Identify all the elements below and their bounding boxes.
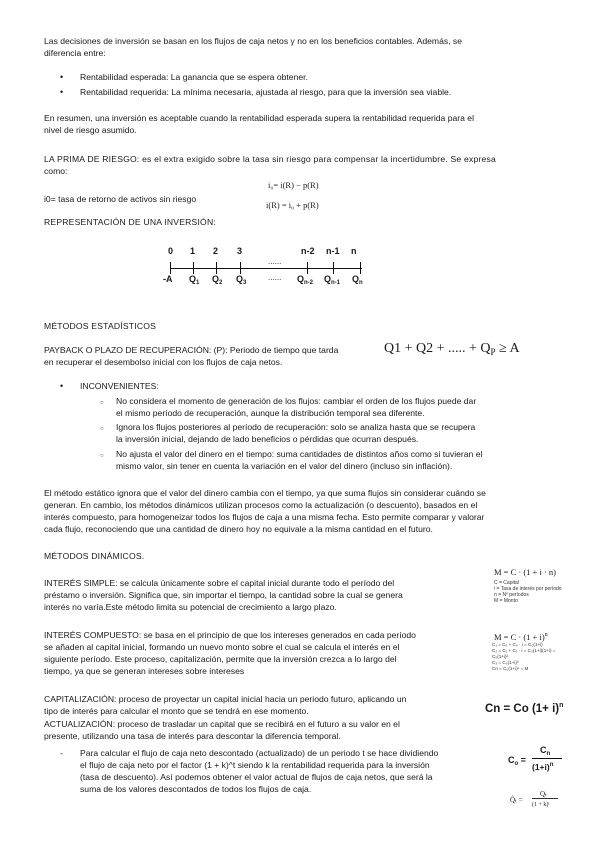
actualizacion-line-2: presente, utilizando una tasa de interés para descontar la diferencia temporal. — [44, 731, 341, 741]
capitalizacion-line-2: tipo de interés para calcular el monto que se tendrá en ese momento. — [44, 706, 309, 716]
timeline-top-label: 2 — [213, 246, 219, 256]
timeline-bottom-label: $Q_2$ — [212, 274, 223, 286]
actualizacion-dash-line-4: suma de los valores descontados de todos los flujos de caja. — [80, 784, 312, 794]
actualizacion-formula-lhs: $C_o$ = — [508, 755, 526, 767]
timeline-dots-bottom: ...... — [268, 273, 282, 282]
summary-line-1: En resumen, una inversión es aceptable cuando la rentabilidad esperada supera la rentabilidad requerida para el — [44, 113, 474, 123]
interes-simple-line-1: INTERÉS SIMPLE: se calcula únicamente sobre el capital inicial durante todo el período del — [44, 578, 395, 588]
timeline-bottom-label: $Q_1$ — [189, 274, 200, 286]
fraction-bar — [532, 798, 558, 799]
timeline-tick — [307, 262, 308, 274]
interes-simple-legend: C = Capital i = Tasa de interés por período n = Nº períodos M = Monto — [494, 580, 562, 604]
actualizacion-formula-numerator: $C_n$ — [540, 745, 551, 757]
timeline-top-label: 0 — [168, 246, 174, 256]
actualizacion-formula — [508, 744, 570, 780]
estatico-line-4: cada flujo, reconociendo que una cantidad de dinero hoy no equivale a la misma cantidad en el futuro. — [44, 524, 433, 534]
interes-compuesto-line-2: se añaden al capital inicial, formando un nuevo monto sobre el cual se calcula el interés en el — [44, 642, 400, 652]
prima-formula-2: i(R) = i₀ + p(R) — [266, 200, 319, 210]
payback-line-1: PAYBACK O PLAZO DE RECUPERACIÓN: (P): Periodo de tiempo que tarda — [44, 345, 339, 355]
dash-bullet-icon: - — [60, 748, 63, 758]
estatico-line-3: interés compuesto, para homogeneizar todos los flujos de caja a una misma fecha. Esto permite comparar y valorar — [44, 512, 485, 522]
timeline-tick — [170, 262, 171, 274]
bullet-rentabilidad-requerida: Rentabilidad requerida: La mínima necesaria, ajustada al riesgo, para que la inversión sea viable. — [80, 87, 452, 97]
timeline-top-label: 1 — [190, 246, 196, 256]
payback-line-2: en recuperar el desembolso inicial con los flujos de caja netos. — [44, 357, 283, 367]
circle-bullet-icon — [100, 422, 108, 435]
timeline-top-label: n-2 — [301, 246, 315, 256]
actualizacion-formula-2: Q̃ₜ = Qₜ (1 + k)ᵗ — [510, 790, 550, 808]
interes-compuesto-line-1: INTERÉS COMPUESTO: se basa en el principio de que los intereses generados en cada período — [44, 630, 416, 640]
interes-compuesto-legend: C₁ = C₀ + C₀ · i = C₀(1+i) C₂ = C₁ + C₁ · i = C₀(1+i)(1+i) = C₀(1+i)² C₃ = C₀(1+i)³ Cn = C₀(1+i)ⁿ = M — [492, 642, 556, 671]
intro-line-2: diferencia entre: — [44, 48, 106, 58]
timeline-tick — [216, 262, 217, 274]
inconveniente-2-line-2: la inversión inicial, dejando de lado beneficios o pérdidas que ocurran después. — [116, 434, 419, 444]
bullet-icon — [60, 87, 66, 98]
actualizacion-dash-line-3: (tasa de descuento). Así podemos obtener el valor actual de flujos de caja netos, que será la — [80, 772, 433, 782]
metodos-dinamicos-title: MÉTODOS DINÁMICOS. — [44, 551, 145, 561]
timeline-bottom-label: $Q_{n-1}$ — [324, 274, 341, 286]
inconveniente-1-line-1: No considera el momento de generación de los flujos: cambiar el orden de los flujos puede dar — [116, 396, 477, 406]
prima-line-1: LA PRIMA DE RIESGO: es el extra exigido sobre la tasa sin riesgo para compensar la incertidumbre. Se expresa — [44, 154, 496, 164]
timeline-tick — [360, 262, 361, 274]
bullet-icon — [60, 381, 66, 392]
interes-compuesto-formula: $M = C \cdot (1 + i)^n$ — [494, 631, 548, 642]
actualizacion-dash-line-2: el flujo de caja neto por el factor (1 + k)^t siendo k la rentabilidad requerida para la inversión — [80, 760, 430, 770]
timeline-bottom-label: -A — [163, 274, 173, 284]
bullet-rentabilidad-esperada: Rentabilidad esperada: La ganancia que se espera obtener. — [80, 72, 308, 82]
fraction-bar — [532, 758, 562, 759]
representacion-title: REPRESENTACIÓN DE UNA INVERSIÓN: — [44, 217, 216, 227]
actualizacion-line-1: ACTUALIZACIÓN: proceso de trasladar un capital que se recibirá en el futuro a su valor en el — [44, 719, 400, 729]
timeline-dots-top: ...... — [268, 257, 282, 266]
prima-line-2: como: — [44, 166, 68, 176]
timeline-bottom-label: $Q_n$ — [352, 274, 363, 286]
inconveniente-3-line-1: No ajusta el valor del dinero en el tiempo: suma cantidades de distintos años como si tuvieran el — [116, 449, 483, 459]
interes-compuesto-line-4: tiempo, ya que se generan intereses sobre intereses — [44, 666, 245, 676]
interes-compuesto-line-3: siguiente período. Este proceso, capitalización, permite que la inversión crezca a lo largo del — [44, 654, 397, 664]
capitalizacion-formula: Cn = Co $(1+ i)^n$ — [485, 702, 564, 715]
timeline-top-label: n — [351, 246, 357, 256]
timeline-top-label: 3 — [237, 246, 243, 256]
payback-formula: Q1 + Q2 + ..... + $Q_P \ge A$ — [384, 341, 520, 357]
inconveniente-2-line-1: Ignora los flujos posteriores al período de recuperación: solo se analiza hasta que se recupera — [116, 422, 476, 432]
estatico-line-2: generan. En cambio, los métodos dinámicos utilizan procesos como la actualización (o descuento), basados en el — [44, 500, 478, 510]
timeline-tick — [240, 262, 241, 274]
circle-bullet-icon — [100, 396, 108, 409]
circle-bullet-icon — [100, 449, 108, 462]
prima-formula-1: i₀= i(R) − p(R) — [268, 180, 319, 190]
inconveniente-1-line-2: el mismo período de recuperación, aunque la distribución temporal sea diferente. — [116, 408, 425, 418]
interes-simple-formula: M = C · (1 + i · n) — [494, 567, 556, 577]
timeline-tick — [333, 262, 334, 274]
timeline-top-label: n-1 — [326, 246, 340, 256]
summary-line-2: nivel de riesgo asumido. — [44, 125, 137, 135]
bullet-icon — [60, 72, 66, 83]
interes-simple-line-3: interés no varía.Este método limita su potencial de crecimiento a largo plazo. — [44, 602, 337, 612]
timeline-tick — [193, 262, 194, 274]
prima-i0-definition: i0= tasa de retorno de activos sin riesgo — [44, 194, 197, 204]
timeline-bottom-label: $Q_{n-2}$ — [297, 274, 314, 286]
metodos-estaticos-title: MÉTODOS ESTADÍSTICOS — [44, 321, 157, 331]
capitalizacion-line-1: CAPITALIZACIÓN: proceso de proyectar un capital inicial hacia un periodo futuro, aplicando un — [44, 694, 407, 704]
inconveniente-3-line-2: mismo valor, sin tener en cuenta la variación en el valor del dinero (incluso sin inflación). — [116, 461, 453, 471]
intro-line-1: Las decisiones de inversión se basan en los flujos de caja netos y no en los beneficios contables. Además, se — [44, 36, 463, 46]
inconvenientes-title: INCONVENIENTES: — [80, 381, 159, 391]
actualizacion-formula-denominator: $(1+i)^n$ — [532, 761, 554, 772]
interes-simple-line-2: préstamo o inversión. Significa que, sin importar el tiempo, la cantidad sobre la cual se genera — [44, 590, 403, 600]
timeline-bottom-label: $Q_3$ — [236, 274, 247, 286]
actualizacion-dash-line-1: Para calcular el flujo de caja neto descontado (actualizado) de un periodo t se hace dividiendo — [80, 748, 439, 758]
estatico-line-1: El método estático ignora que el valor del dinero cambia con el tiempo, ya que suma flujos sin considerar cuándo se — [44, 488, 486, 498]
